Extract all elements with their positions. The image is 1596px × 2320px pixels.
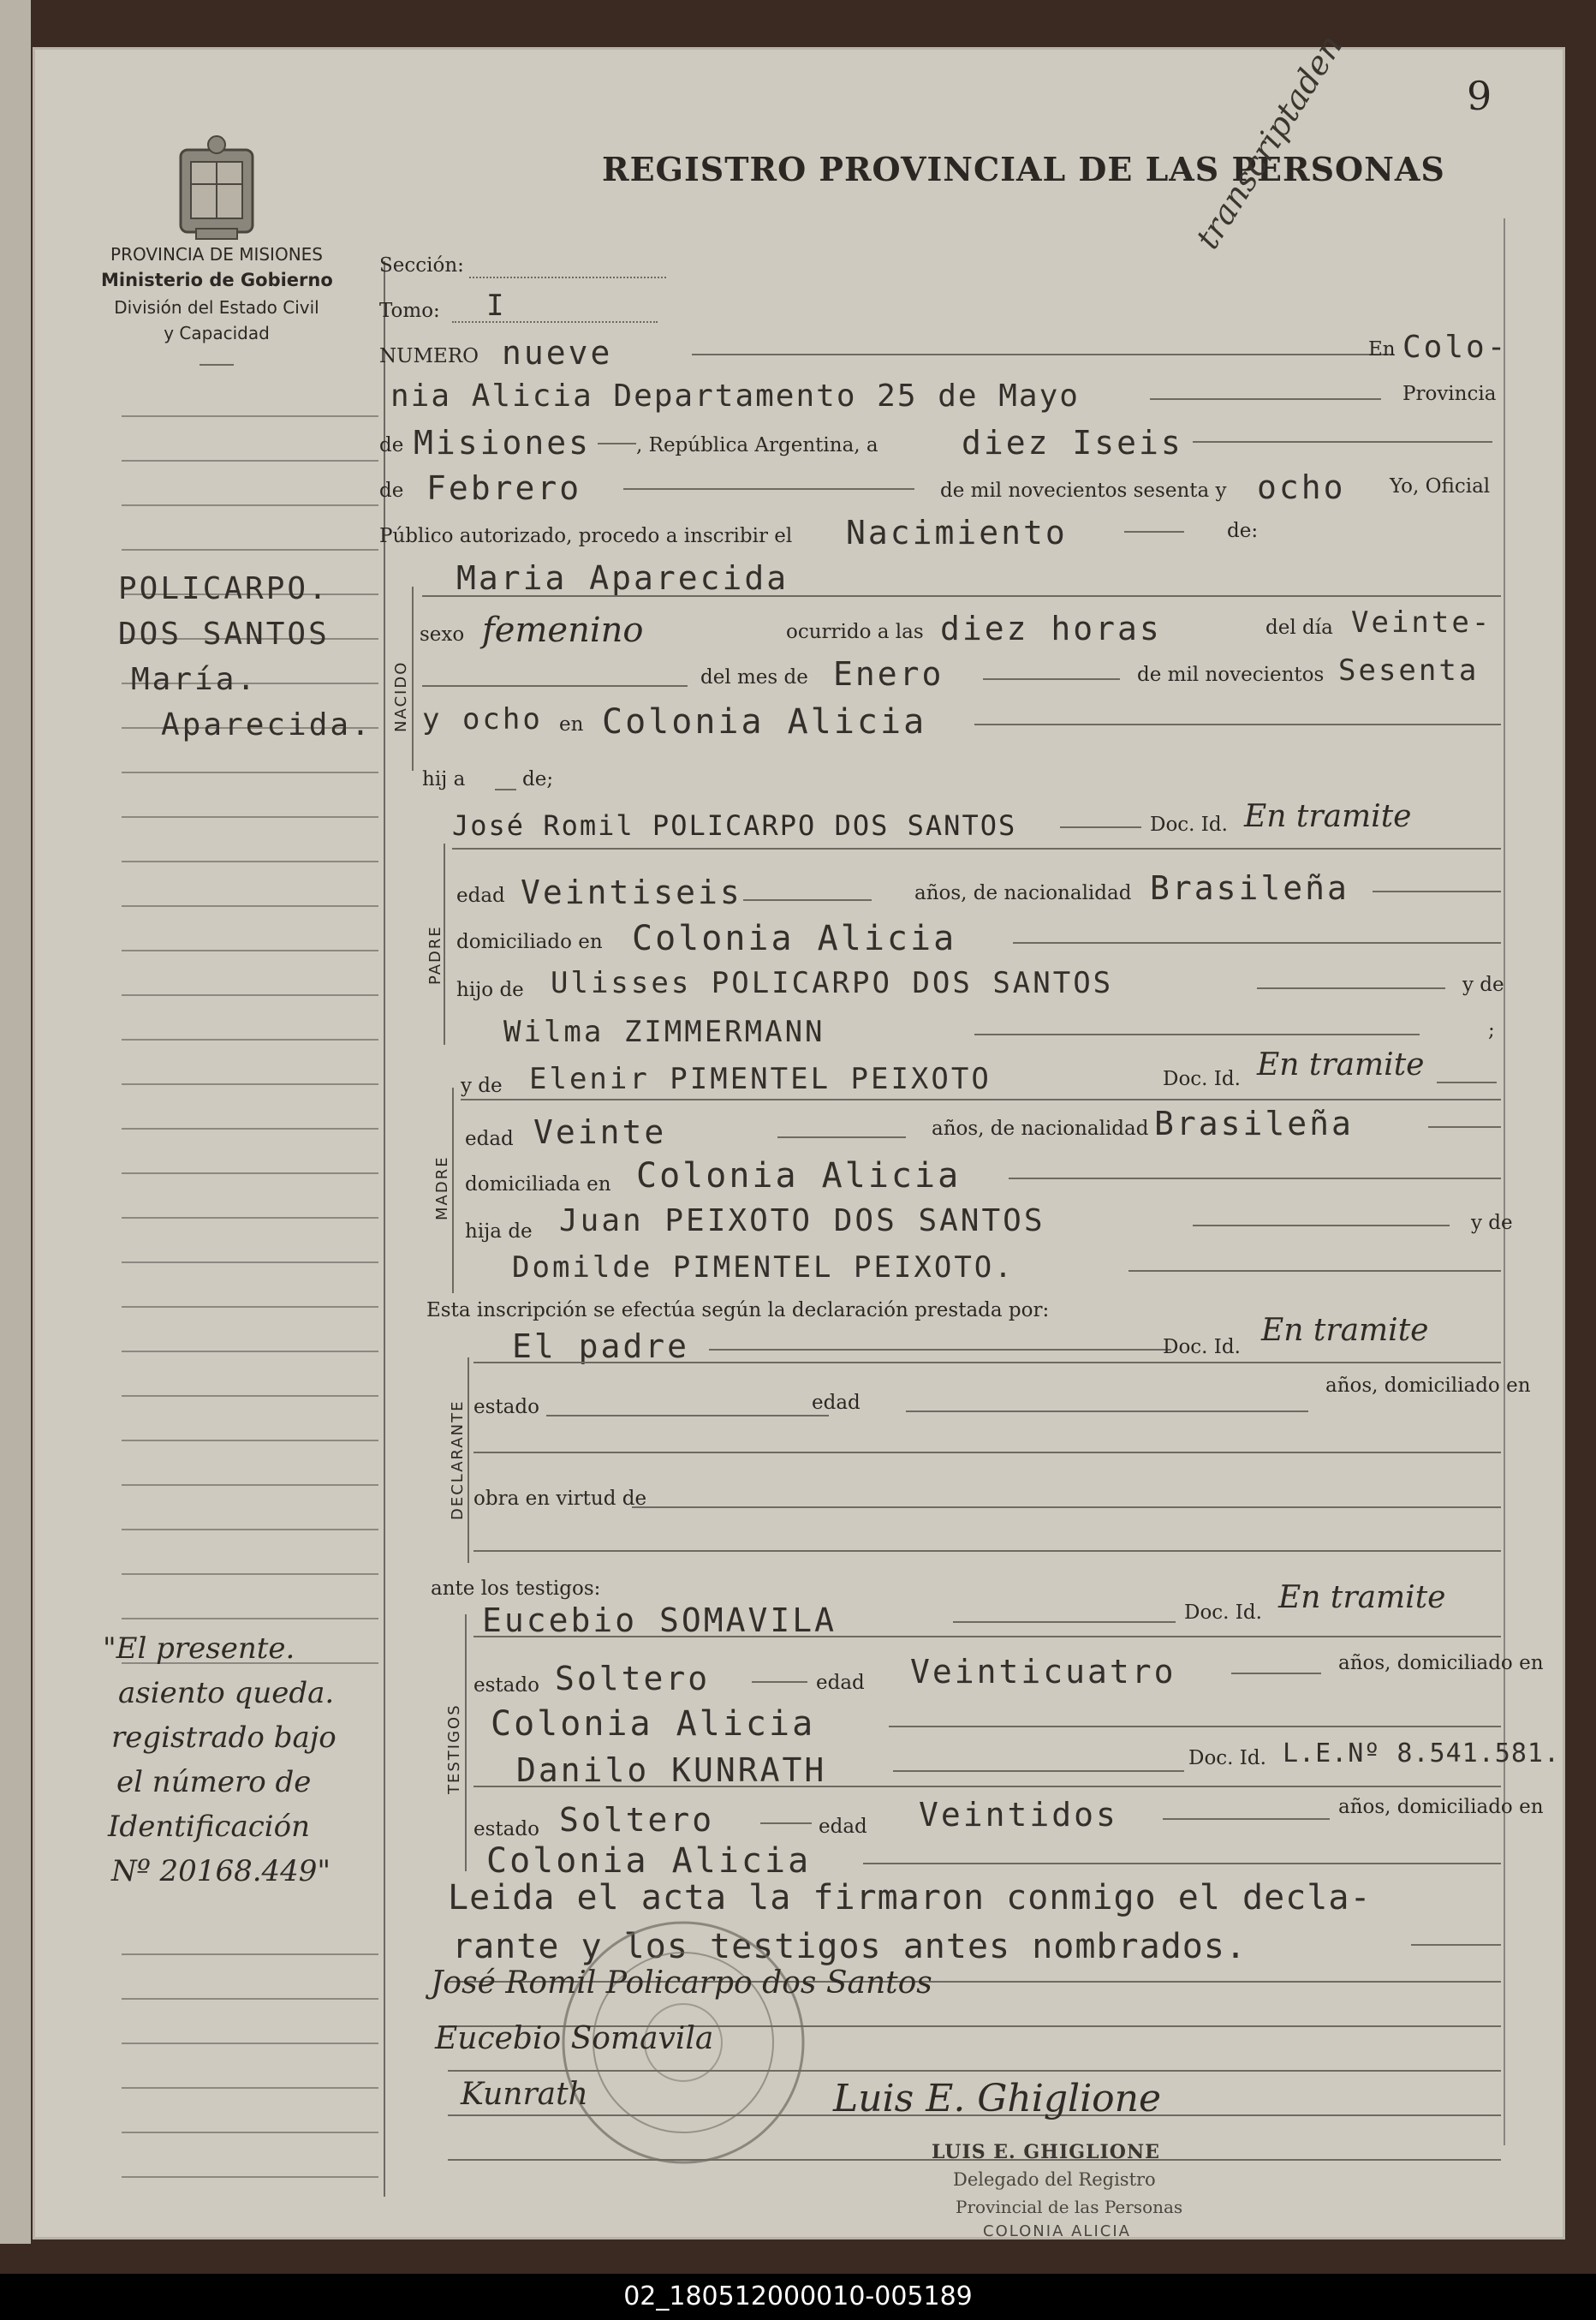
oficial-text: Yo, Oficial — [1390, 475, 1491, 498]
madre-edad-label: edad — [465, 1128, 514, 1150]
margin-rule — [122, 1128, 378, 1130]
closing-line2: rante y los testigos antes nombrados. — [452, 1927, 1248, 1966]
signature-official: Luis E. Ghiglione — [833, 2077, 1162, 2120]
testigo1-estado-dash — [752, 1681, 807, 1683]
madre-hija-de-label: hija de — [465, 1220, 533, 1243]
margin-rule — [122, 1440, 378, 1441]
madre-y-de: y de — [1471, 1212, 1513, 1234]
day-line — [1193, 441, 1492, 443]
margin-rule — [122, 950, 378, 951]
margin-rule — [122, 549, 378, 551]
signature-testigo1: Eucebio Somavila — [435, 2021, 714, 2056]
padre-section-label: PADRE — [426, 925, 444, 985]
institution-line4: y Capacidad — [164, 323, 270, 343]
nacido-nombre: Maria Aparecida — [456, 559, 789, 597]
testigo1-doc-label: Doc. Id. — [1184, 1601, 1262, 1624]
madre-doc-label: Doc. Id. — [1163, 1068, 1241, 1090]
signature-testigo2: Kunrath — [461, 2077, 588, 2112]
testigo2-nombre: Danilo KUNRATH — [516, 1751, 827, 1789]
padre-y-de: y de — [1462, 974, 1504, 996]
place-cont-value: nia Alicia Departamento 25 de Mayo — [390, 379, 1080, 414]
divider — [200, 364, 234, 366]
margin-note-line2: asiento queda. — [118, 1676, 335, 1710]
madre-doc-value: En tramite — [1257, 1047, 1425, 1082]
margin-rule — [122, 1618, 378, 1619]
margin-rule — [122, 504, 378, 506]
madre-dom-value: Colonia Alicia — [636, 1156, 962, 1196]
margin-note-line6: Nº 20168.449" — [111, 1854, 331, 1888]
margin-rule — [122, 1039, 378, 1041]
page-number: 9 — [1467, 73, 1492, 119]
anio-value: Sesenta — [1338, 653, 1480, 688]
de-label: de — [379, 434, 404, 456]
testigo1-edad-value: Veinticuatro — [910, 1653, 1176, 1691]
padre-nombre-line — [452, 848, 1501, 850]
margin-rule — [122, 1306, 378, 1308]
institution-line3: División del Estado Civil — [114, 297, 319, 318]
padre-dom-label: domiciliado en — [456, 931, 603, 953]
publico-text: Público autorizado, procedo a inscribir el — [379, 525, 793, 547]
padre-edad-value: Veintiseis — [521, 874, 742, 911]
testigo1-edad-label: edad — [816, 1672, 865, 1694]
mes-label: del mes de — [700, 666, 808, 689]
declarante-edad-line — [906, 1410, 1308, 1412]
madre-nac-line — [1428, 1126, 1501, 1128]
testigo2-nombre-line — [893, 1770, 1184, 1772]
testigo2-row-line — [473, 1786, 1501, 1787]
testigo2-dom-value: Colonia Alicia — [486, 1841, 812, 1881]
padre-madre-value: Wilma ZIMMERMANN — [503, 1015, 825, 1049]
margin-rule — [122, 1529, 378, 1530]
numero-label: NUMERO — [379, 345, 479, 367]
year-value: ocho — [1257, 468, 1346, 506]
margin-name-line2: DOS SANTOS — [118, 617, 330, 652]
margin-note-line4: el número de — [116, 1765, 312, 1799]
previous-page-edge — [0, 0, 31, 2244]
acto-line — [1124, 531, 1184, 533]
month-line — [623, 488, 914, 490]
margin-rule — [122, 1484, 378, 1486]
margin-note-line3: registrado bajo — [111, 1721, 336, 1755]
lugar-line — [974, 724, 1501, 725]
testigos-intro: ante los testigos: — [431, 1577, 601, 1600]
mes-value: Enero — [833, 655, 944, 693]
margin-rule — [122, 2176, 378, 2178]
padre-madre-line — [974, 1034, 1420, 1035]
frame-left-line — [384, 261, 385, 2197]
stamp-note: transcriptaden — [1188, 28, 1350, 256]
madre-bracket — [452, 1088, 454, 1293]
seccion-field — [469, 277, 666, 278]
en-label: En — [1368, 338, 1396, 361]
padre-edad-label: edad — [456, 885, 505, 907]
declarante-obra-line — [632, 1506, 1501, 1508]
nacido-blank-line — [422, 685, 688, 687]
coat-of-arms-icon — [165, 133, 268, 248]
margin-rule — [122, 905, 378, 907]
declarante-obra-label: obra en virtud de — [473, 1488, 647, 1510]
place-line — [1150, 398, 1381, 400]
margin-rule — [122, 1351, 378, 1352]
padre-doc-label: Doc. Id. — [1150, 814, 1228, 836]
margin-note-line1: "El presente. — [103, 1631, 295, 1666]
seccion-label: Sección: — [379, 254, 464, 277]
frame-right-line — [1504, 218, 1505, 2145]
month-value: Febrero — [426, 469, 582, 507]
madre-section-label: MADRE — [433, 1155, 451, 1220]
madre-doc-dash — [1437, 1082, 1497, 1083]
margin-rule — [122, 994, 378, 996]
testigo2-doc-label: Doc. Id. — [1188, 1747, 1266, 1769]
numero-line — [692, 354, 1394, 355]
acto-value: Nacimiento — [846, 514, 1068, 552]
sexo-value: femenino — [482, 611, 644, 650]
year-text: de mil novecientos sesenta y — [940, 480, 1227, 502]
margin-rule — [122, 415, 378, 417]
image-id-label: 02_180512000010-005189 — [623, 2281, 973, 2311]
provincia-label: Provincia — [1402, 383, 1497, 405]
registry-page — [33, 28, 1565, 2240]
tomo-label: Tomo: — [379, 300, 440, 322]
declarante-row-line — [473, 1362, 1501, 1363]
testigo1-dom-value: Colonia Alicia — [491, 1704, 816, 1744]
declarante-estado-label: estado — [473, 1396, 539, 1418]
hijo-label: hij a — [422, 768, 466, 790]
anio-label: de mil novecientos — [1137, 664, 1325, 686]
official-name: LUIS E. GHIGLIONE — [932, 2141, 1160, 2163]
padre-doc-value: En tramite — [1244, 799, 1412, 834]
padre-nac-line — [1373, 891, 1501, 892]
testigo1-anios-label: años, domiciliado en — [1338, 1652, 1544, 1674]
margin-rule — [122, 772, 378, 773]
margin-name-line1: POLICARPO. — [118, 571, 330, 606]
closing-line1: Leida el acta la firmaron conmigo el decla- — [448, 1878, 1372, 1917]
margin-rule — [122, 1172, 378, 1174]
sexo-label: sexo — [420, 623, 465, 646]
signature-padre: José Romil Policarpo dos Santos — [431, 1965, 932, 2001]
official-place: COLONIA ALICIA — [983, 2222, 1131, 2240]
declarante-nombre-line — [709, 1349, 1171, 1351]
margin-rule — [122, 2132, 378, 2133]
madre-nac-value: Brasileña — [1154, 1105, 1354, 1142]
en-lugar-label: en — [559, 713, 584, 736]
padre-semicolon: ; — [1488, 1019, 1495, 1041]
testigos-bracket — [465, 1614, 467, 1871]
testigo1-estado-value: Soltero — [555, 1660, 711, 1697]
mes-line — [983, 678, 1120, 680]
madre-nombre: Elenir PIMENTEL PEIXOTO — [529, 1062, 992, 1096]
madre-dom-label: domiciliada en — [465, 1173, 611, 1196]
image-id-bar — [0, 2274, 1596, 2320]
tomo-value: I — [486, 289, 507, 323]
republica-text: , República Argentina, a — [636, 434, 878, 456]
madre-nac-label: años, de nacionalidad — [932, 1118, 1149, 1140]
de-colon: de: — [1227, 520, 1259, 542]
padre-padre-value: Ulisses POLICARPO DOS SANTOS — [551, 966, 1114, 1000]
testigo1-dom-line — [889, 1726, 1501, 1727]
numero-value: nueve — [502, 334, 613, 372]
declarante-anios-label: años, domiciliado en — [1325, 1375, 1531, 1397]
lugar-value: Colonia Alicia — [602, 702, 927, 742]
provincia-dash — [598, 443, 636, 444]
hijo-dash — [495, 789, 516, 790]
declarante-intro: Esta inscripción se efectúa según la declaración prestada por: — [426, 1299, 1050, 1321]
dia-value: Veinte- — [1351, 605, 1492, 640]
testigo2-estado-value: Soltero — [559, 1801, 715, 1839]
declarante-doc-label: Doc. Id. — [1163, 1336, 1241, 1358]
margin-rule — [122, 816, 378, 818]
official-title2: Provincial de las Personas — [956, 2197, 1183, 2217]
tomo-field — [452, 321, 658, 323]
provincia-value: Misiones — [414, 424, 592, 462]
margin-rule — [122, 1953, 378, 1955]
margin-note-line5: Identificación — [108, 1810, 311, 1844]
madre-madre-value: Domilde PIMENTEL PEIXOTO. — [512, 1250, 1015, 1285]
testigo2-estado-dash — [760, 1822, 812, 1824]
padre-nac-value: Brasileña — [1150, 869, 1349, 907]
anio-value2: y ocho — [422, 702, 543, 737]
en-value: Colo- — [1402, 330, 1509, 365]
padre-nombre-dash — [1060, 826, 1141, 828]
declarante-obra-line2 — [473, 1550, 1501, 1552]
madre-padre-line — [1193, 1225, 1450, 1226]
de-label2: de — [379, 480, 404, 502]
margin-rule — [122, 1083, 378, 1085]
margin-rule — [122, 460, 378, 462]
margin-rule — [122, 2043, 378, 2044]
margin-rule — [122, 1395, 378, 1397]
hora-value: diez horas — [940, 610, 1162, 647]
institution-line2: Ministerio de Gobierno — [101, 270, 333, 290]
nacido-section-label: NACIDO — [392, 660, 410, 732]
testigos-section-label: TESTIGOS — [445, 1703, 463, 1794]
nacido-bracket — [412, 587, 414, 771]
declarante-estado-line — [546, 1415, 829, 1416]
closing-dash — [1411, 1944, 1501, 1946]
testigo2-edad-value: Veintidos — [919, 1796, 1118, 1834]
institution-line1: PROVINCIA DE MISIONES — [110, 244, 323, 265]
testigo2-dom-line — [863, 1863, 1501, 1864]
testigo2-anios-label: años, domiciliado en — [1338, 1796, 1544, 1818]
testigo1-row-line — [473, 1636, 1501, 1637]
margin-name-line3: María. — [131, 662, 259, 697]
testigo2-edad-label: edad — [819, 1816, 867, 1838]
dia-label: del día — [1265, 617, 1333, 639]
margin-rule — [122, 1261, 378, 1263]
madre-edad-line — [777, 1136, 906, 1138]
testigo1-nombre-line — [953, 1621, 1176, 1623]
testigo2-doc-value: L.E.Nº 8.541.581. — [1283, 1739, 1561, 1768]
madre-madre-line — [1129, 1270, 1501, 1272]
padre-nombre: José Romil POLICARPO DOS SANTOS — [452, 809, 1017, 842]
padre-dom-value: Colonia Alicia — [632, 919, 957, 958]
margin-rule — [122, 2087, 378, 2089]
declarante-bracket — [467, 1357, 469, 1563]
madre-y-de-label: y de — [461, 1075, 503, 1097]
madre-edad-value: Veinte — [533, 1113, 667, 1151]
declarante-dom-line — [473, 1452, 1501, 1453]
declarante-nombre: El padre — [512, 1327, 690, 1365]
testigo2-estado-label: estado — [473, 1818, 539, 1840]
declarante-edad-label: edad — [812, 1392, 861, 1414]
madre-dom-line — [1009, 1178, 1501, 1179]
day-value: diez Iseis — [962, 424, 1183, 462]
madre-padre-value: Juan PEIXOTO DOS SANTOS — [559, 1203, 1045, 1238]
testigo2-edad-line — [1163, 1818, 1330, 1820]
ocurrido-label: ocurrido a las — [786, 621, 924, 643]
declarante-doc-value: En tramite — [1261, 1313, 1429, 1348]
official-title1: Delegado del Registro — [953, 2169, 1156, 2190]
testigo1-estado-label: estado — [473, 1674, 539, 1697]
padre-nac-label: años, de nacionalidad — [914, 882, 1132, 904]
padre-edad-line — [743, 899, 872, 901]
padre-dom-line — [1013, 942, 1501, 944]
margin-rule — [122, 861, 378, 862]
padre-hijo-de-label: hijo de — [456, 979, 524, 1001]
nacido-nombre-line — [422, 595, 1501, 597]
margin-name-line4: Aparecida. — [161, 707, 372, 743]
hijo-de-label: de; — [522, 768, 554, 790]
page-title: REGISTRO PROVINCIAL DE LAS PERSONAS — [602, 150, 1445, 188]
testigo1-doc-value: En tramite — [1278, 1580, 1446, 1615]
margin-rule — [122, 1217, 378, 1219]
testigo1-nombre: Eucebio SOMAVILA — [482, 1601, 837, 1639]
declarante-section-label: DECLARANTE — [449, 1399, 467, 1520]
madre-nombre-line — [461, 1099, 1501, 1100]
padre-padre-line — [1257, 987, 1445, 989]
testigo1-edad-line — [1231, 1673, 1321, 1674]
margin-rule — [122, 1998, 378, 2000]
margin-rule — [122, 1573, 378, 1575]
